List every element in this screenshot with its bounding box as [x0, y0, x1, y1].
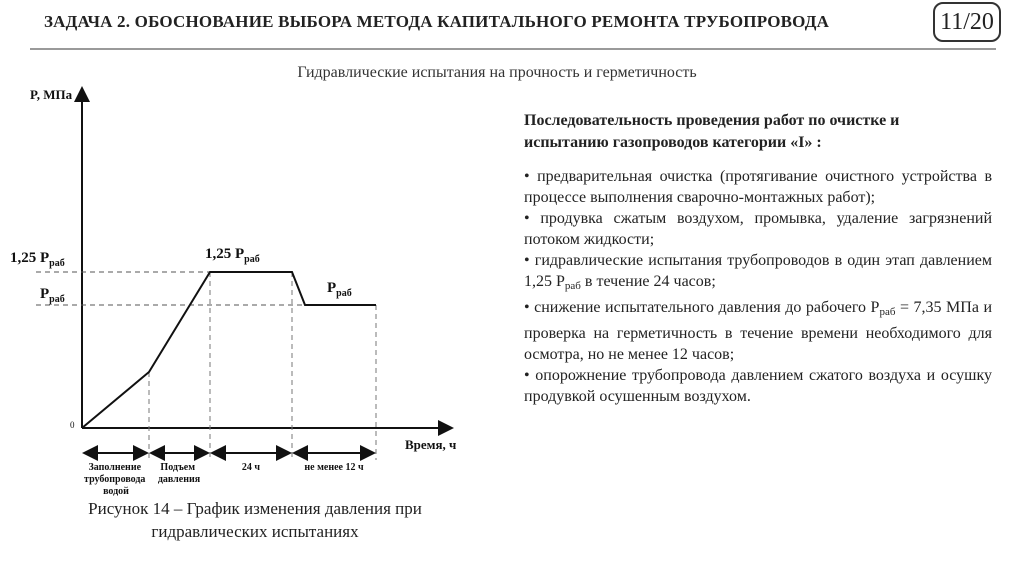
y-mark-work-pressure: $P_{раб}$ [40, 286, 65, 305]
procedure-heading [524, 110, 992, 154]
x-axis-label: Время, ч [405, 437, 457, 452]
annotation-test-pressure: 1,25 $P_{раб}$ [205, 246, 260, 265]
procedure-heading-line-2: испытанию газопроводов категории «I» : [524, 134, 822, 151]
y-mark-test-pressure: 1,25 $P_{раб}$ [10, 250, 65, 269]
figure-caption [20, 497, 490, 543]
section-subtitle: Гидравлические испытания на прочность и герметичность [297, 64, 697, 81]
list-item: • гидравлические испытания трубопроводов в один этап давлением 1,25 $P_{раб}$ в течение 24 часов; [524, 252, 992, 292]
annotation-work-pressure: $P_{раб}$ [327, 280, 352, 299]
caption-line-2: гидравлических испытаниях [151, 522, 359, 541]
procedure-heading-line-1: Последовательность проведения работ по очистке и [524, 112, 900, 129]
caption-line-1: Рисунок 14 – График изменения давления при [88, 499, 422, 518]
y-axis-label: P, МПа [30, 87, 73, 102]
slide-title: ЗАДАЧА 2. ОБОСНОВАНИЕ ВЫБОРА МЕТОДА КАПИТАЛЬНОГО РЕМОНТА ТРУБОПРОВОДА [44, 12, 830, 31]
phase-label-12h: не менее 12 ч [304, 462, 364, 473]
pressure-chart [0, 0, 520, 500]
procedure-panel [524, 110, 992, 407]
phase-label-raise: Подъем давления [157, 462, 201, 485]
list-item: • продувка сжатым воздухом, промывка, удаление загрязнений потоком жидкости; [524, 210, 992, 248]
list-item: • опорожнение трубопровода давлением сжатого воздуха и осушку продувкой осушенным воздухом. [524, 367, 992, 405]
phase-label-24h: 24 ч [241, 462, 261, 473]
list-item: • предварительная очистка (протягивание очистного устройства в процессе выполнения сварочно-монтажных работ); [524, 168, 992, 206]
phase-label-filling: Заполнение трубопровода водой [84, 462, 146, 497]
page-number-badge: 11/20 [933, 2, 1001, 42]
list-item: • снижение испытательного давления до рабочего $P_{раб} = 7,35$ МПа и проверка на герметичность в течение времени необходимого для осмотра, но не менее 12 часов; [524, 299, 993, 363]
origin-label: 0 [70, 420, 75, 430]
procedure-list [524, 166, 992, 407]
